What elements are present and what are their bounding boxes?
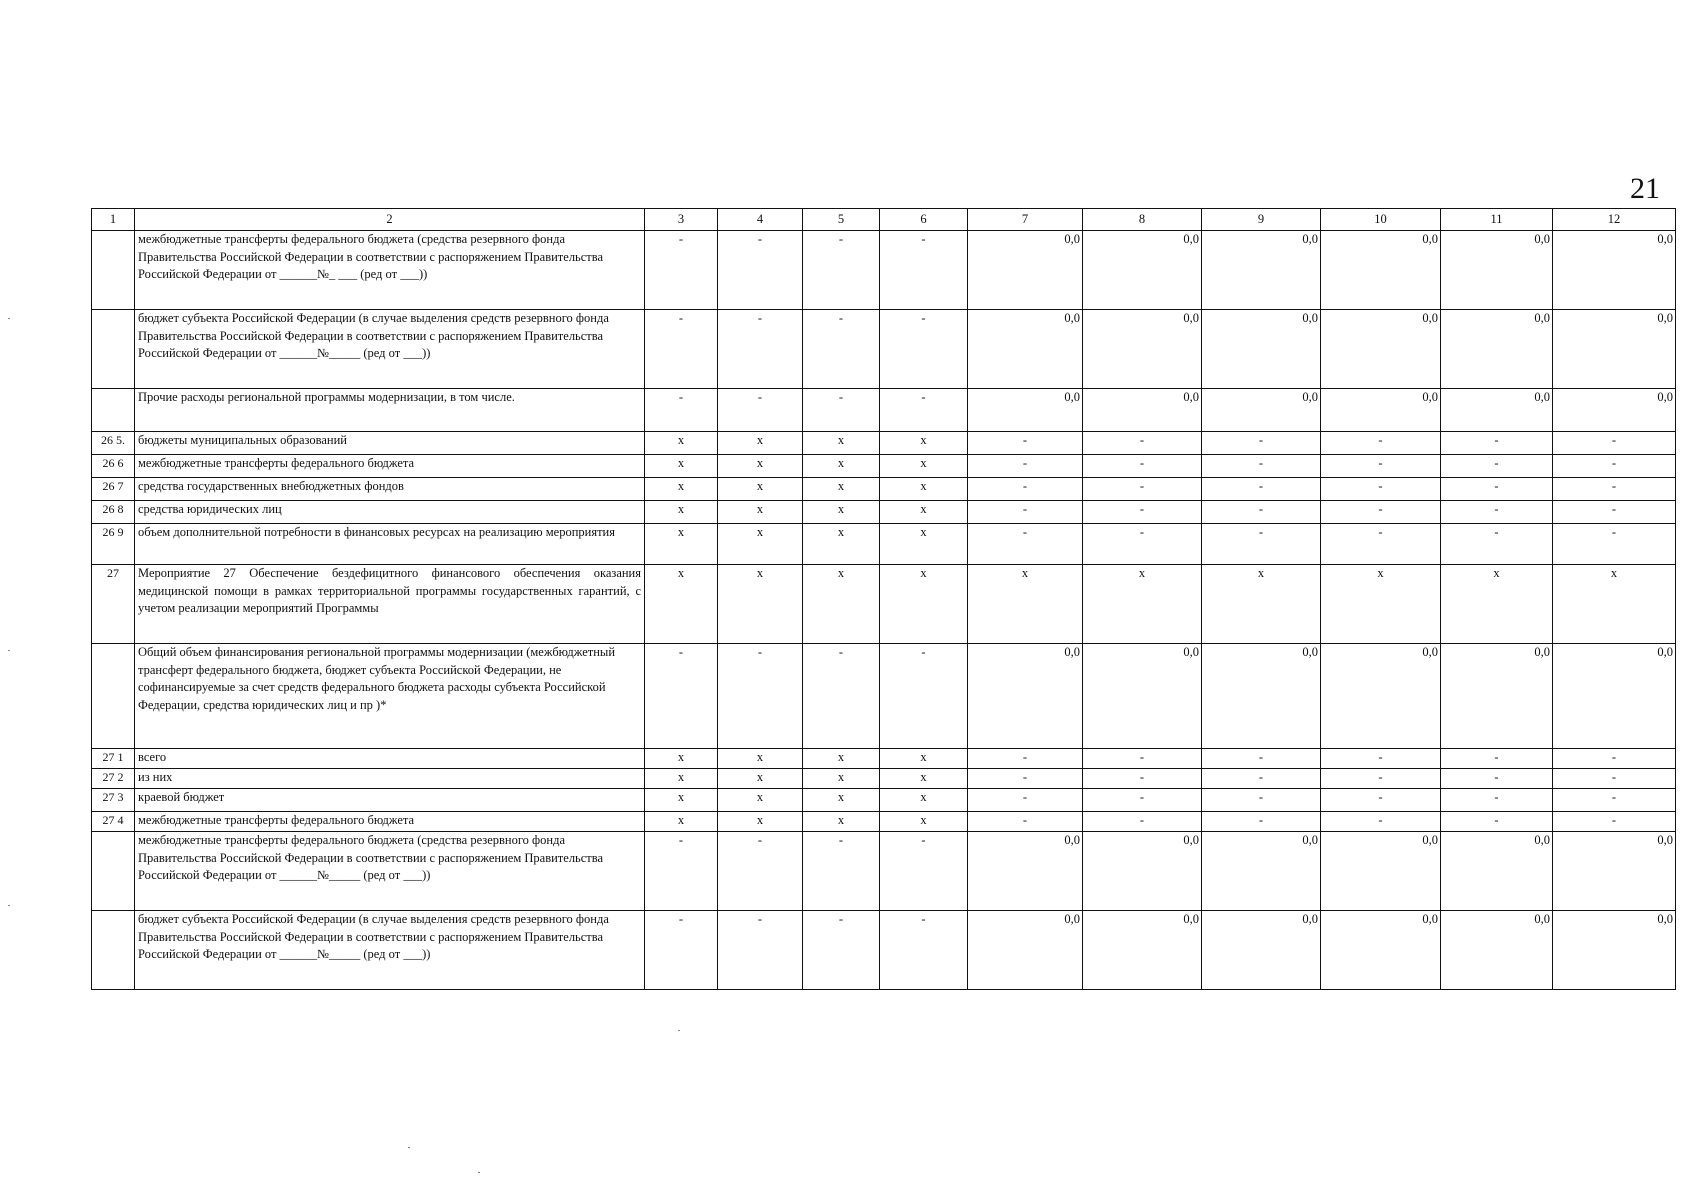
value-cell: 0,0 bbox=[1202, 832, 1321, 911]
header-cell: 11 bbox=[1441, 209, 1553, 231]
row-number: 26 9 bbox=[92, 524, 135, 565]
table-row bbox=[92, 478, 1676, 501]
value-cell: 0,0 bbox=[1553, 911, 1676, 990]
row-number bbox=[92, 644, 135, 749]
value-cell: 0,0 bbox=[1083, 310, 1202, 389]
value-cell: - bbox=[645, 644, 718, 749]
value-cell: x bbox=[718, 524, 803, 565]
value-cell: x bbox=[645, 812, 718, 832]
table-row bbox=[92, 455, 1676, 478]
value-cell: - bbox=[1321, 812, 1441, 832]
value-cell: - bbox=[1321, 478, 1441, 501]
value-cell: 0,0 bbox=[968, 832, 1083, 911]
value-cell: 0,0 bbox=[1441, 310, 1553, 389]
table-row bbox=[92, 749, 1676, 769]
row-number: 26 5. bbox=[92, 432, 135, 455]
value-cell: - bbox=[1441, 478, 1553, 501]
value-cell: 0,0 bbox=[1553, 231, 1676, 310]
row-description: межбюджетные трансферты федерального бюджета (средства резервного фонда Правительства Российской Федерации в соответствии с распоряжением Правительства Российской Федерации от ______№_ ___ (ред от ___)) bbox=[135, 231, 645, 310]
value-cell: x bbox=[880, 749, 968, 769]
value-cell: - bbox=[1553, 501, 1676, 524]
value-cell: - bbox=[968, 524, 1083, 565]
value-cell: x bbox=[718, 501, 803, 524]
value-cell: - bbox=[1083, 455, 1202, 478]
value-cell: - bbox=[1202, 789, 1321, 812]
value-cell: x bbox=[645, 565, 718, 644]
value-cell: x bbox=[803, 812, 880, 832]
value-cell: - bbox=[1553, 478, 1676, 501]
value-cell: - bbox=[718, 644, 803, 749]
row-number bbox=[92, 310, 135, 389]
value-cell: 0,0 bbox=[1202, 911, 1321, 990]
value-cell: 0,0 bbox=[968, 310, 1083, 389]
row-description: бюджеты муниципальных образований bbox=[135, 432, 645, 455]
table-row bbox=[92, 432, 1676, 455]
header-cell: 5 bbox=[803, 209, 880, 231]
value-cell: x bbox=[718, 565, 803, 644]
header-cell: 3 bbox=[645, 209, 718, 231]
row-description: бюджет субъекта Российской Федерации (в случае выделения средств резервного фонда Правительства Российской Федерации в соответствии с распоряжением Правительства Российской Федерации от ______№_____ (ред от ___)) bbox=[135, 911, 645, 990]
value-cell: 0,0 bbox=[968, 389, 1083, 432]
row-description: объем дополнительной потребности в финансовых ресурсах на реализацию мероприятия bbox=[135, 524, 645, 565]
value-cell: - bbox=[1202, 769, 1321, 789]
value-cell: - bbox=[1202, 478, 1321, 501]
header-cell: 2 bbox=[135, 209, 645, 231]
row-description: средства юридических лиц bbox=[135, 501, 645, 524]
value-cell: x bbox=[803, 524, 880, 565]
header-cell: 10 bbox=[1321, 209, 1441, 231]
table-row bbox=[92, 565, 1676, 644]
value-cell: x bbox=[645, 501, 718, 524]
value-cell: - bbox=[1202, 524, 1321, 565]
header-cell: 1 bbox=[92, 209, 135, 231]
value-cell: - bbox=[1553, 432, 1676, 455]
value-cell: x bbox=[968, 565, 1083, 644]
row-description: всего bbox=[135, 749, 645, 769]
value-cell: x bbox=[803, 769, 880, 789]
scan-speck bbox=[8, 905, 10, 906]
value-cell: x bbox=[1553, 565, 1676, 644]
value-cell: x bbox=[718, 789, 803, 812]
value-cell: - bbox=[1083, 524, 1202, 565]
value-cell: 0,0 bbox=[1553, 644, 1676, 749]
value-cell: 0,0 bbox=[968, 231, 1083, 310]
row-description: межбюджетные трансферты федерального бюджета (средства резервного фонда Правительства Российской Федерации в соответствии с распоряжением Правительства Российской Федерации от ______№_____ (ред от ___)) bbox=[135, 832, 645, 911]
value-cell: - bbox=[803, 911, 880, 990]
value-cell: - bbox=[803, 310, 880, 389]
value-cell: - bbox=[1441, 769, 1553, 789]
value-cell: x bbox=[645, 789, 718, 812]
value-cell: - bbox=[1083, 501, 1202, 524]
value-cell: 0,0 bbox=[968, 644, 1083, 749]
value-cell: - bbox=[968, 478, 1083, 501]
value-cell: - bbox=[1441, 432, 1553, 455]
value-cell: - bbox=[968, 749, 1083, 769]
value-cell: - bbox=[645, 389, 718, 432]
budget-table bbox=[91, 208, 1676, 990]
row-description: средства государственных внебюджетных фондов bbox=[135, 478, 645, 501]
value-cell: x bbox=[880, 769, 968, 789]
value-cell: - bbox=[1202, 812, 1321, 832]
value-cell: 0,0 bbox=[1202, 310, 1321, 389]
value-cell: - bbox=[880, 389, 968, 432]
value-cell: - bbox=[645, 310, 718, 389]
row-description: краевой бюджет bbox=[135, 789, 645, 812]
value-cell: - bbox=[1441, 524, 1553, 565]
value-cell: - bbox=[1321, 789, 1441, 812]
value-cell: - bbox=[880, 231, 968, 310]
table-row bbox=[92, 789, 1676, 812]
value-cell: x bbox=[718, 749, 803, 769]
value-cell: - bbox=[880, 310, 968, 389]
value-cell: - bbox=[718, 832, 803, 911]
scan-speck bbox=[8, 650, 10, 651]
value-cell: 0,0 bbox=[1083, 644, 1202, 749]
value-cell: 0,0 bbox=[1553, 389, 1676, 432]
value-cell: - bbox=[1441, 749, 1553, 769]
value-cell: 0,0 bbox=[1083, 911, 1202, 990]
value-cell: - bbox=[1083, 769, 1202, 789]
value-cell: - bbox=[1083, 432, 1202, 455]
value-cell: x bbox=[645, 749, 718, 769]
header-cell: 7 bbox=[968, 209, 1083, 231]
scan-speck bbox=[678, 1030, 680, 1031]
table-row bbox=[92, 832, 1676, 911]
value-cell: x bbox=[718, 478, 803, 501]
value-cell: - bbox=[1553, 749, 1676, 769]
row-number: 26 8 bbox=[92, 501, 135, 524]
value-cell: - bbox=[968, 769, 1083, 789]
row-description: Прочие расходы региональной программы модернизации, в том числе. bbox=[135, 389, 645, 432]
value-cell: x bbox=[880, 812, 968, 832]
row-number: 27 4 bbox=[92, 812, 135, 832]
value-cell: - bbox=[1083, 789, 1202, 812]
value-cell: - bbox=[1321, 455, 1441, 478]
value-cell: - bbox=[1202, 501, 1321, 524]
row-number bbox=[92, 911, 135, 990]
value-cell: x bbox=[880, 478, 968, 501]
value-cell: x bbox=[645, 478, 718, 501]
value-cell: x bbox=[718, 455, 803, 478]
row-description: Общий объем финансирования региональной программы модернизации (межбюджетный трансферт федерального бюджета, бюджет субъекта Российской Федерации, не софинансируемые за счет средств федерального бюджета расходы субъекта Российской Федерации, средства юридических лиц и пр )* bbox=[135, 644, 645, 749]
row-description: бюджет субъекта Российской Федерации (в случае выделения средств резервного фонда Правительства Российской Федерации в соответствии с распоряжением Правительства Российской Федерации от ______№_____ (ред от ___)) bbox=[135, 310, 645, 389]
value-cell: x bbox=[645, 769, 718, 789]
header-row bbox=[92, 209, 1676, 231]
value-cell: 0,0 bbox=[1553, 310, 1676, 389]
row-number: 27 bbox=[92, 565, 135, 644]
value-cell: - bbox=[718, 389, 803, 432]
value-cell: 0,0 bbox=[1321, 231, 1441, 310]
value-cell: 0,0 bbox=[1321, 310, 1441, 389]
value-cell: 0,0 bbox=[1321, 644, 1441, 749]
value-cell: - bbox=[718, 310, 803, 389]
row-number: 27 2 bbox=[92, 769, 135, 789]
row-number: 26 7 bbox=[92, 478, 135, 501]
scan-speck bbox=[408, 1147, 410, 1148]
value-cell: - bbox=[645, 231, 718, 310]
value-cell: x bbox=[803, 789, 880, 812]
value-cell: 0,0 bbox=[1553, 832, 1676, 911]
value-cell: 0,0 bbox=[1441, 644, 1553, 749]
value-cell: 0,0 bbox=[1321, 832, 1441, 911]
value-cell: x bbox=[718, 812, 803, 832]
value-cell: - bbox=[1553, 524, 1676, 565]
value-cell: - bbox=[1083, 749, 1202, 769]
value-cell: x bbox=[1441, 565, 1553, 644]
value-cell: 0,0 bbox=[1202, 231, 1321, 310]
row-number bbox=[92, 389, 135, 432]
row-number: 27 3 bbox=[92, 789, 135, 812]
value-cell: - bbox=[1441, 455, 1553, 478]
value-cell: - bbox=[803, 389, 880, 432]
value-cell: - bbox=[1441, 789, 1553, 812]
header-cell: 4 bbox=[718, 209, 803, 231]
header-cell: 8 bbox=[1083, 209, 1202, 231]
value-cell: - bbox=[1441, 812, 1553, 832]
value-cell: - bbox=[880, 644, 968, 749]
value-cell: x bbox=[880, 455, 968, 478]
value-cell: x bbox=[718, 432, 803, 455]
value-cell: 0,0 bbox=[1083, 231, 1202, 310]
value-cell: 0,0 bbox=[1083, 389, 1202, 432]
scan-speck bbox=[8, 318, 10, 319]
table-row bbox=[92, 812, 1676, 832]
value-cell: - bbox=[1202, 455, 1321, 478]
value-cell: x bbox=[645, 432, 718, 455]
table-row bbox=[92, 644, 1676, 749]
value-cell: x bbox=[880, 789, 968, 812]
value-cell: x bbox=[803, 478, 880, 501]
scan-speck bbox=[478, 1172, 480, 1173]
header-cell: 6 bbox=[880, 209, 968, 231]
value-cell: - bbox=[718, 231, 803, 310]
row-description: межбюджетные трансферты федерального бюджета bbox=[135, 812, 645, 832]
value-cell: 0,0 bbox=[1441, 389, 1553, 432]
value-cell: - bbox=[1553, 789, 1676, 812]
value-cell: 0,0 bbox=[1321, 389, 1441, 432]
value-cell: x bbox=[880, 524, 968, 565]
table-row bbox=[92, 911, 1676, 990]
value-cell: - bbox=[1553, 812, 1676, 832]
value-cell: - bbox=[803, 644, 880, 749]
value-cell: - bbox=[1441, 501, 1553, 524]
value-cell: - bbox=[880, 832, 968, 911]
value-cell: - bbox=[1553, 769, 1676, 789]
value-cell: - bbox=[1553, 455, 1676, 478]
value-cell: x bbox=[1202, 565, 1321, 644]
header-cell: 12 bbox=[1553, 209, 1676, 231]
page-number: 21 bbox=[1630, 172, 1660, 205]
value-cell: - bbox=[880, 911, 968, 990]
value-cell: 0,0 bbox=[1202, 644, 1321, 749]
value-cell: - bbox=[1083, 812, 1202, 832]
value-cell: - bbox=[803, 832, 880, 911]
row-number bbox=[92, 832, 135, 911]
value-cell: - bbox=[1321, 524, 1441, 565]
value-cell: x bbox=[803, 501, 880, 524]
row-number: 26 6 bbox=[92, 455, 135, 478]
value-cell: x bbox=[1321, 565, 1441, 644]
table-row bbox=[92, 310, 1676, 389]
value-cell: - bbox=[968, 789, 1083, 812]
value-cell: 0,0 bbox=[1441, 832, 1553, 911]
value-cell: - bbox=[1202, 432, 1321, 455]
value-cell: - bbox=[1202, 749, 1321, 769]
row-description: из них bbox=[135, 769, 645, 789]
value-cell: - bbox=[645, 832, 718, 911]
value-cell: 0,0 bbox=[1441, 911, 1553, 990]
table-row bbox=[92, 524, 1676, 565]
value-cell: x bbox=[1083, 565, 1202, 644]
table-row bbox=[92, 501, 1676, 524]
value-cell: 0,0 bbox=[1441, 231, 1553, 310]
value-cell: - bbox=[968, 432, 1083, 455]
value-cell: - bbox=[1321, 432, 1441, 455]
table-row bbox=[92, 389, 1676, 432]
value-cell: - bbox=[1321, 501, 1441, 524]
value-cell: - bbox=[968, 501, 1083, 524]
header-cell: 9 bbox=[1202, 209, 1321, 231]
value-cell: x bbox=[718, 769, 803, 789]
value-cell: x bbox=[803, 455, 880, 478]
value-cell: x bbox=[803, 565, 880, 644]
value-cell: x bbox=[880, 565, 968, 644]
value-cell: x bbox=[803, 749, 880, 769]
row-number bbox=[92, 231, 135, 310]
value-cell: x bbox=[645, 524, 718, 565]
value-cell: - bbox=[1083, 478, 1202, 501]
row-number: 27 1 bbox=[92, 749, 135, 769]
value-cell: - bbox=[718, 911, 803, 990]
table-row bbox=[92, 231, 1676, 310]
value-cell: 0,0 bbox=[1083, 832, 1202, 911]
table-row bbox=[92, 769, 1676, 789]
value-cell: - bbox=[645, 911, 718, 990]
value-cell: x bbox=[880, 501, 968, 524]
value-cell: - bbox=[1321, 769, 1441, 789]
value-cell: - bbox=[803, 231, 880, 310]
value-cell: 0,0 bbox=[968, 911, 1083, 990]
value-cell: - bbox=[968, 812, 1083, 832]
value-cell: 0,0 bbox=[1202, 389, 1321, 432]
value-cell: x bbox=[803, 432, 880, 455]
value-cell: 0,0 bbox=[1321, 911, 1441, 990]
value-cell: - bbox=[968, 455, 1083, 478]
value-cell: - bbox=[1321, 749, 1441, 769]
value-cell: x bbox=[645, 455, 718, 478]
table-body bbox=[92, 209, 1676, 990]
row-description: Мероприятие 27 Обеспечение бездефицитного финансового обеспечения оказания медицинской помощи в рамках территориальной программы государственных гарантий, с учетом реализации мероприятий Программы bbox=[135, 565, 645, 644]
row-description: межбюджетные трансферты федерального бюджета bbox=[135, 455, 645, 478]
value-cell: x bbox=[880, 432, 968, 455]
